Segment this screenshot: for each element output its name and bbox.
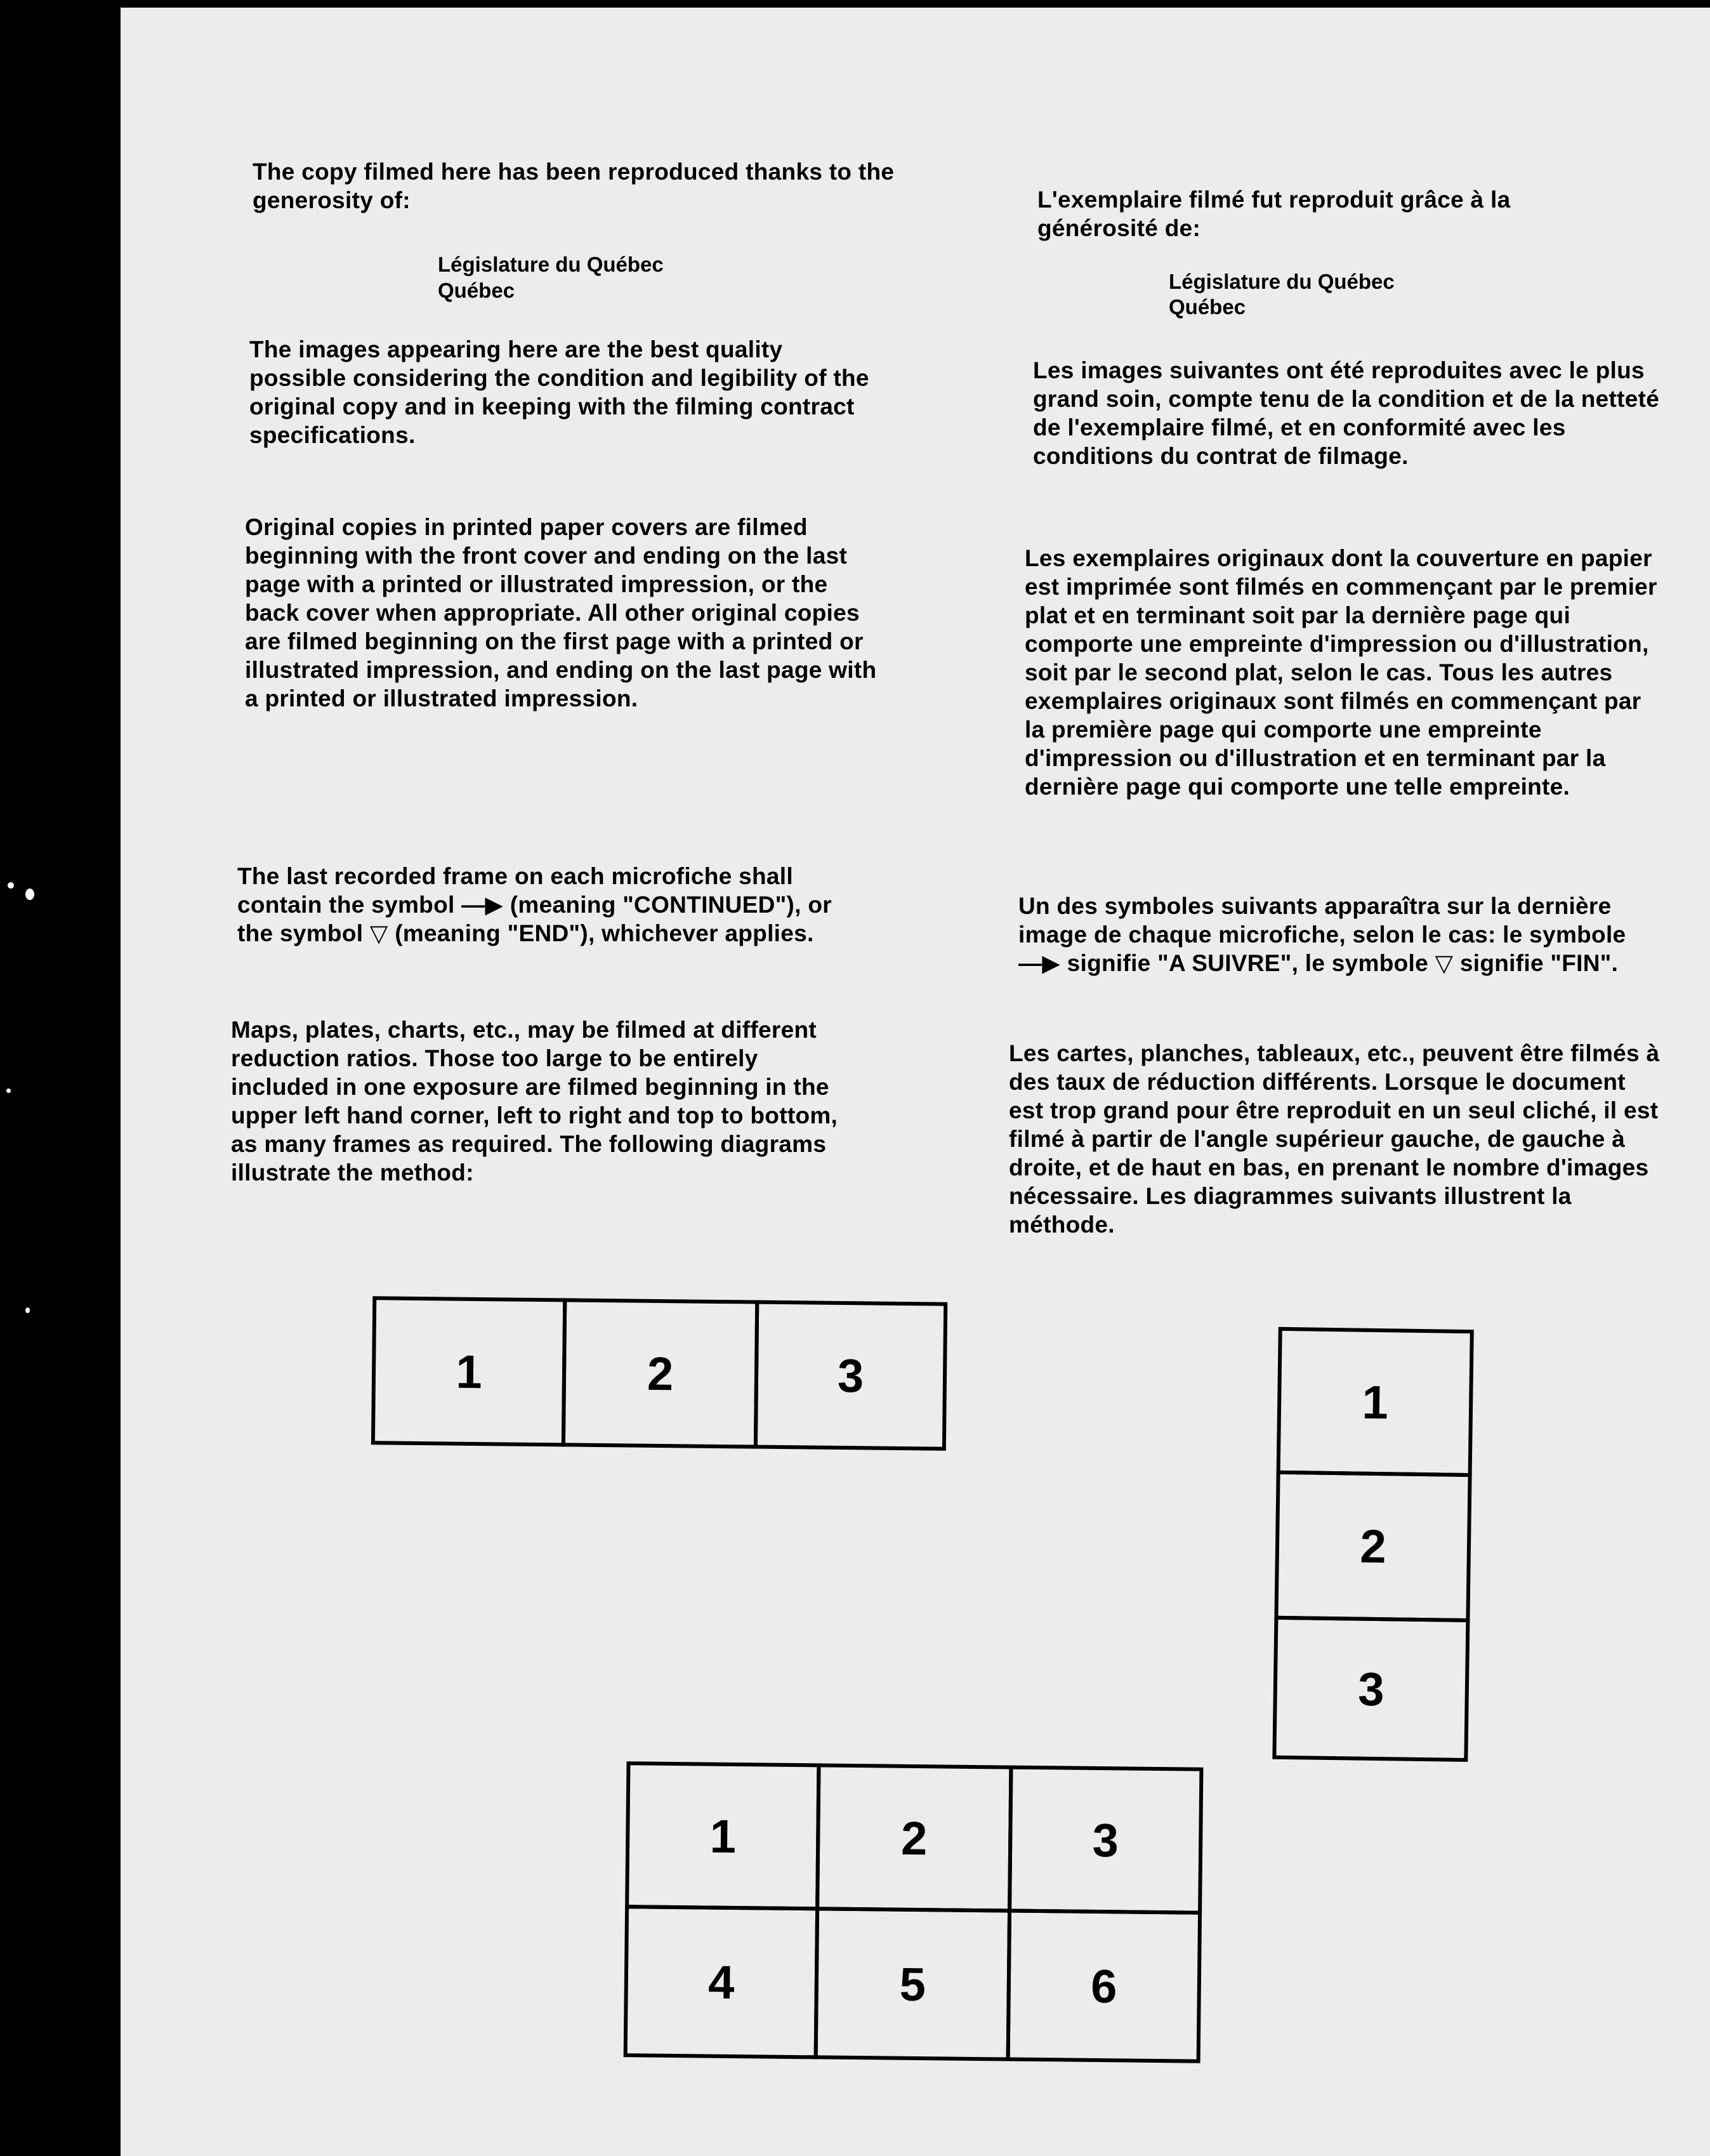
english-maps-note: Maps, plates, charts, etc., may be filmed at different reduction ratios. Those too large to be entirely included in one exposure are filmed beginning in the upper left hand corner, left to right and top to bottom, as many frames as required. The following diagrams illustrate the method: (231, 1017, 838, 1186)
english-symbols-note: The last recorded frame on each microfiche shall contain the symbol —▶ (meaning "CONTINUED"), or the symbol ▽ (meaning "END"), whichever applies. (237, 863, 832, 946)
frame-cell: 5 (814, 1907, 1011, 2061)
diagram-grid (624, 1761, 1211, 2069)
french-quality-note: Les images suivantes ont été reproduites avec le plus grand soin, compte tenu de la condition et de la netteté de l'exemplaire filmé, et en conformité avec les conditions du contrat de filmage. (1033, 357, 1660, 469)
french-institution-name: Législature du Québec (1169, 270, 1395, 293)
frame-cell: 4 (624, 1905, 819, 2059)
french-maps-note: Les cartes, planches, tableaux, etc., peuvent être filmés à des taux de réduction différents. Lorsque le document est trop grand pour être reproduit en un seul cliché, il est filmé à partir de l'angle supérieur gauche, de gauche à droite, et de haut en bas, en prenant le nombre d'images nécessaire. Les diagrammes suivants illustrent la méthode. (1009, 1040, 1660, 1238)
frame-cell: 2 (1274, 1471, 1471, 1622)
french-originals-note: Les exemplaires originaux dont la couverture en papier est imprimée sont filmés en commençant par le premier plat et en terminant soit par la dernière page qui comporte une empreinte d'impression ou d'illustration, soit par le second plat, selon le cas. Tous les autres exemplaires originaux sont filmés en commençant par la première page qui comporte une empreinte d'impression ou d'illustration et en terminant par la dernière page qui comporte une telle empreinte. (1025, 545, 1657, 800)
french-institution-city: Québec (1169, 295, 1246, 319)
scan-speck (25, 889, 34, 900)
diagram-horizontal-strip (371, 1296, 950, 1461)
english-quality-note: The images appearing here are the best quality possible considering the condition and legibility of the original copy and in keeping with the filming contract specifications. (249, 336, 869, 448)
frame-cell: 1 (1277, 1327, 1474, 1477)
scan-speck (25, 1307, 30, 1313)
french-intro: L'exemplaire filmé fut reproduit grâce à la générosité de: (1037, 187, 1511, 241)
scan-speck (8, 882, 14, 889)
frame-cell: 3 (1008, 1766, 1203, 1915)
frame-cell: 1 (625, 1761, 820, 1910)
frame-cell: 1 (371, 1296, 567, 1446)
english-institution-name: Législature du Québec (438, 253, 664, 276)
frame-cell: 6 (1006, 1908, 1202, 2063)
french-symbols-note: Un des symboles suivants apparaîtra sur la dernière image de chaque microfiche, selon le cas: le symbole —▶ signifie "A SUIVRE", le symbole ▽ signifie "FIN". (1018, 893, 1626, 976)
frame-cell: 2 (562, 1298, 759, 1448)
frame-cell: 3 (754, 1300, 947, 1451)
english-institution-city: Québec (438, 279, 515, 302)
frame-cell: 2 (815, 1763, 1013, 1912)
scan-speck (6, 1088, 11, 1093)
english-originals-note: Original copies in printed paper covers are filmed beginning with the front cover and ending on the last page with a printed or illustrated impression, or the back cover when appropriate. All other original copies are filmed beginning on the first page with a printed or illustrated impression, and ending on the last page with a printed or illustrated impression. (245, 514, 877, 711)
frame-cell: 3 (1272, 1616, 1470, 1762)
english-intro: The copy filmed here has been reproduced thanks to the generosity of: (253, 159, 895, 213)
diagram-vertical-strip (1272, 1327, 1482, 1768)
